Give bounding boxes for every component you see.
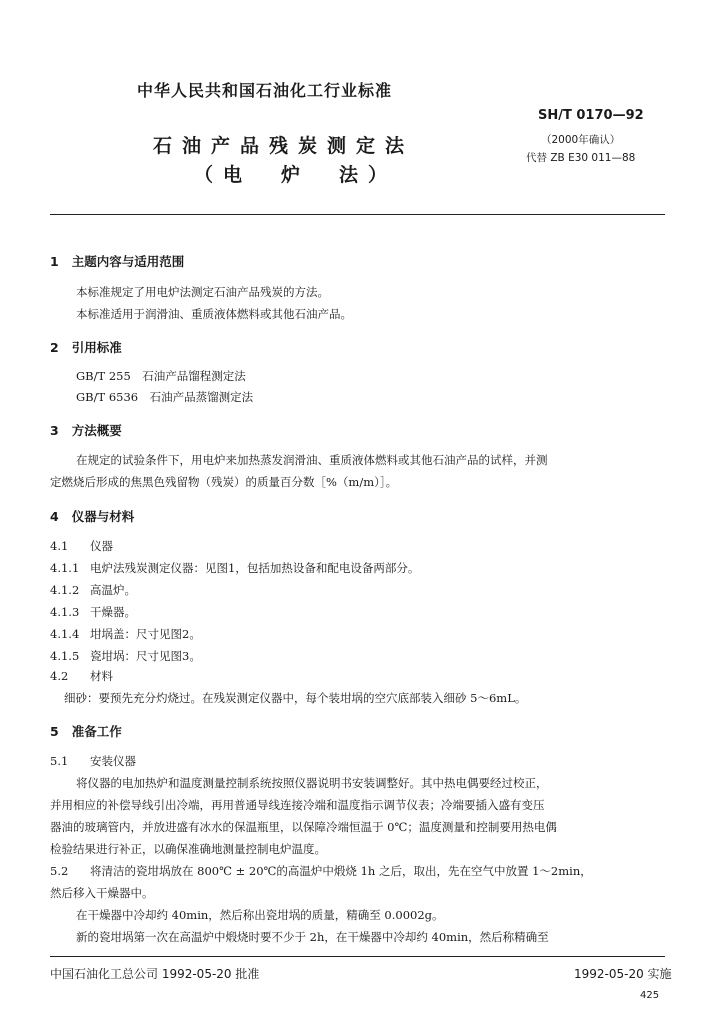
section-5-heading [50,722,122,740]
clause-number: 4.1.5 [50,649,80,663]
clause-text: 电炉法残炭测定仪器：见图1，包括加热设备和配电设备两部分。 [90,561,420,575]
clause-number: 4.1 [50,539,69,553]
clause-text: 将清洁的瓷坩埚放在 800℃ ± 20℃的高温炉中煅烧 1h 之后，取出，先在空气中放置 1～2min， [90,864,592,878]
clause-4-1-2 [50,582,136,598]
clause-4-1-5 [50,648,201,664]
clause-number: 5.1 [50,754,69,768]
clause-5-1 [50,753,136,769]
section-title: 引用标准 [71,340,122,355]
clause-number: 4.1.1 [50,561,80,575]
clause-number: 5.2 [50,864,69,878]
clause-4-1-3 [50,604,136,620]
clause-number: 4.1.3 [50,605,80,619]
clause-text: 安装仪器 [90,754,136,768]
section-title: 准备工作 [71,724,122,739]
paragraph-line: 定燃烧后形成的焦黑色残留物（残炭）的质量百分数［%（m/m）］。 [50,475,398,489]
effective-date: 1992-05-20 实施 [574,967,672,981]
document-title: 石油产品残炭测定法 [153,135,415,157]
paragraph: 本标准适用于润滑油、重质液体燃料或其他石油产品。 [76,307,352,321]
clause-4-1-1 [50,560,419,576]
clause-4-2 [50,668,113,684]
section-number: 2 [50,340,59,355]
clause-number: 4.2 [50,669,69,683]
standard-number: SH/T 0170—92 [538,108,644,123]
reference-item: GB/T 255 石油产品馏程测定法 [76,369,246,383]
reference-item: GB/T 6536 石油产品蒸馏测定法 [76,390,254,404]
document-subtitle: （电 炉 法） [194,164,398,186]
paragraph-line: 器油的玻璃管内，并放进盛有冰水的保温瓶里，以保障冷端恒温于 0℃；温度测量和控制要用热电偶 [50,820,557,834]
clause-4-1-4 [50,626,201,642]
section-title: 仪器与材料 [71,509,135,524]
paragraph-line: 检验结果进行补正，以确保准确地测量控制电炉温度。 [50,842,326,856]
paragraph-line: 并用相应的补偿导线引出冷端，再用普通导线连接冷端和温度指示调节仪表；冷端要插入盛有变压 [50,798,545,812]
paragraph-line: 将仪器的电加热炉和温度测量控制系统按照仪器说明书安装调整好。其中热电偶要经过校正， [76,776,548,790]
footer-rule [50,956,665,957]
issuing-organization: 中华人民共和国石油化工行业标准 [137,81,393,100]
section-title: 方法概要 [71,423,122,438]
paragraph-line: 在干燥器中冷却约 40min，然后称出瓷坩埚的质量，精确至 0.0002g。 [76,908,444,922]
clause-text: 干燥器。 [90,605,136,619]
replaces-note: 代替 ZB E30 011—88 [526,152,636,164]
section-number: 5 [50,724,59,739]
paragraph: 细砂：要预先充分灼烧过。在残炭测定仪器中，每个装坩埚的空穴底部装入细砂 5～6mL。 [64,691,527,705]
page-number: 425 [640,990,660,1001]
paragraph-line: 在规定的试验条件下，用电炉来加热蒸发润滑油、重质液体燃料或其他石油产品的试样，并测 [76,453,548,467]
header-rule [50,214,665,215]
clause-text: 坩埚盖：尺寸见图2。 [90,627,201,641]
clause-text: 仪器 [90,539,113,553]
clause-number: 4.1.4 [50,627,80,641]
section-title: 主题内容与适用范围 [71,254,185,269]
paragraph: 本标准规定了用电炉法测定石油产品残炭的方法。 [76,285,329,299]
clause-4-1 [50,538,113,554]
paragraph-line: 然后移入干燥器中。 [50,886,154,900]
section-2-heading [50,338,122,356]
section-1-heading [50,252,184,270]
clause-number: 4.1.2 [50,583,80,597]
section-number: 3 [50,423,59,438]
clause-5-2 [50,863,592,879]
confirmation-note: （2000年确认） [541,134,621,146]
section-3-heading [50,421,122,439]
section-4-heading [50,507,134,525]
clause-text: 瓷坩埚：尺寸见图3。 [90,649,201,663]
section-number: 1 [50,254,59,269]
clause-text: 高温炉。 [90,583,136,597]
paragraph-line: 新的瓷坩埚第一次在高温炉中煅烧时要不少于 2h，在干燥器中冷却约 40min，然后称精确至 [76,930,549,944]
section-number: 4 [50,509,59,524]
approval-date: 中国石油化工总公司 1992-05-20 批准 [50,967,260,981]
clause-text: 材料 [90,669,113,683]
